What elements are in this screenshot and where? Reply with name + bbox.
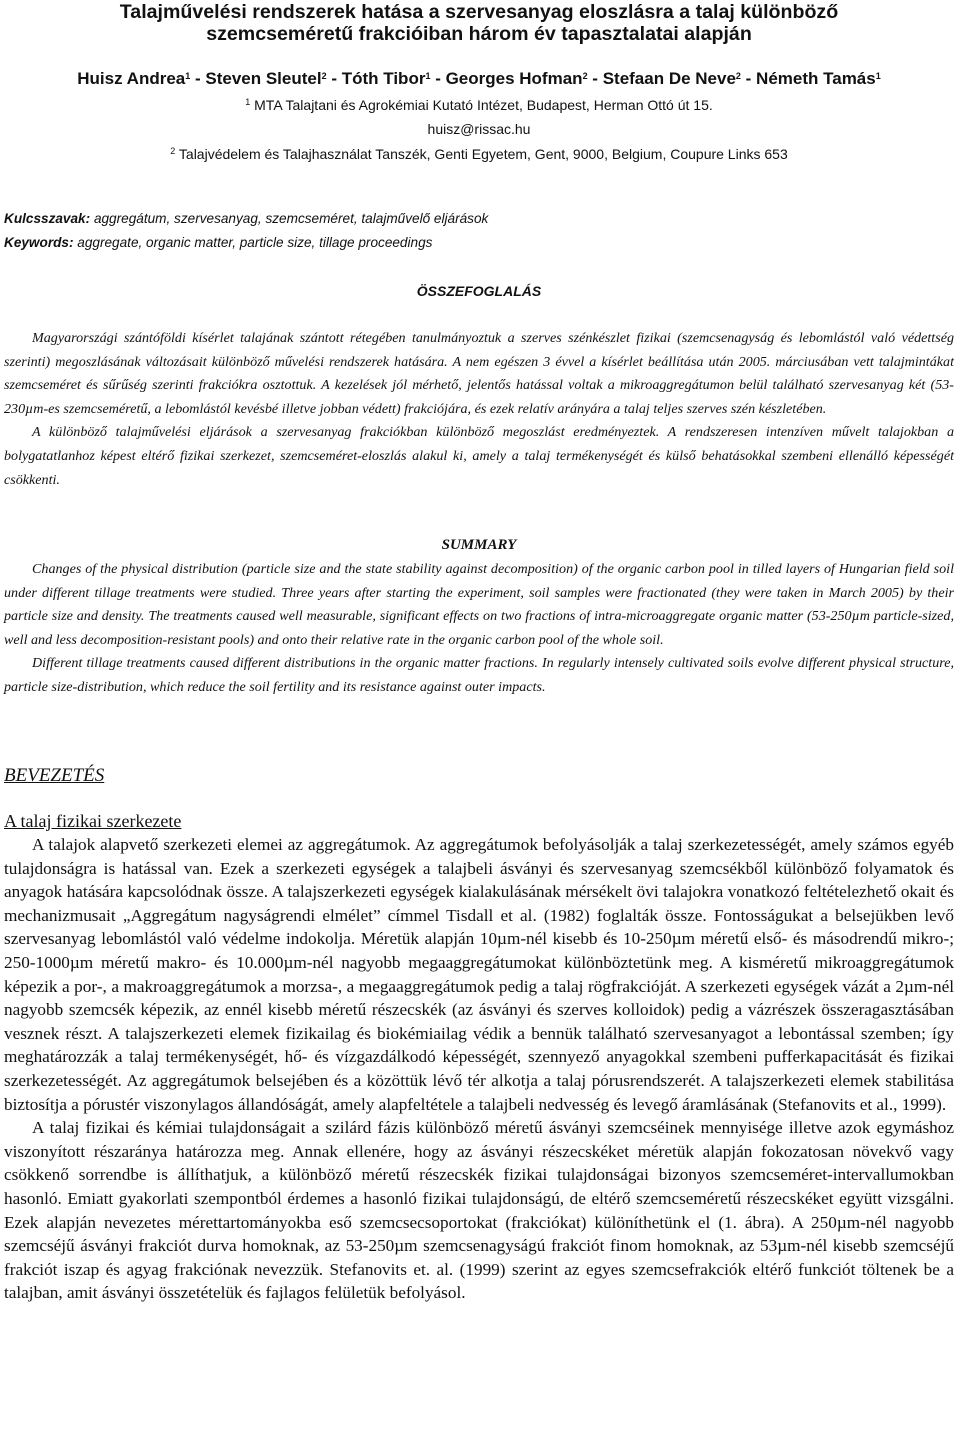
summary-paragraph: Changes of the physical distribution (particle size and the state stability against decomposition) of the organic carbon pool in tilled layers of Hungarian field soil under different tillage treatments were studied. Three years after starting the experiment, soil samples were fractionated (they were taken in March 2005) by their particle size and density. The treatments caused well measurable, significant effects on two fractions of intra-microaggregate organic matter (53-250µm particle-sized, well and less decomposition-resistant pools) and onto their relative rate in the organic carbon pool of the whole soil. [4, 561, 954, 648]
paper-title [4, 1, 954, 45]
body-paragraph: A talaj fizikai és kémiai tulajdonságait a szilárd fázis különböző méretű ásványi szemcséinek mennyisége illetve azok egymáshoz viszonyított részaránya határozza meg. Annak ellenére, hogy az ásványi részecskéket méretük alapján fokozatosan növekvő vagy csökkenő sorrendbe is állíthatjuk, a különböző méretű részecskék fizikai tulajdonságai bizonyos szemcseméret-intervallumokban hasonló. Emiatt gyakorlati szempontból érdemes a hasonló fizikai tulajdonságú, de eltérő szemcseméretű részecskéket együtt vizsgálni. Ezek alapján nevezetes mérettartományokba eső szemcsecsoportokat (frakciókat) különíthetünk el (1. ábra). A 250µm-nél nagyobb szemcséjű ásványi frakciót durva homoknak, az 53-250µm szemcsenagyságú frakciót finom homoknak, az 53µm-nél kisebb szemcséjű frakciót iszap és agyag frakciónak nevezzük. Stefanovits et. al. (1999) szerint az egyes szemcsefrakciók eltérő funkciót töltenek be a talajban, amit ásványi összetételük és fajlagos felületük befolyásol. [4, 1118, 954, 1303]
body-paragraph: A talajok alapvető szerkezeti elemei az aggregátumok. Az aggregátumok befolyásolják a talaj szerkezetességét, amely számos egyéb tulajdonságra is hatással van. Ezek a szerkezeti egységek a talajbeli ásványi és szervesanyag szemcsékből különböző folyamatok és anyagok hatására kapcsolódnak össze. A talajszerkezeti egységek kialakulásának mérsékelt övi talajokra vonatkozó feltételezhető okait és mechanizmusait „Aggregátum nagyságrendi elmélet” címmel Tisdall et al. (1982) foglalták össze. Fontosságukat a belsejükben levő szervesanyag lebomlástól való védelme indokolja. Méretük alapján 10µm-nél kisebb és 10-250µm méretű első- és másodrendű mikro-; 250-1000µm méretű makro- és 10.000µm-nél nagyobb megaaggregátumokat különböztetünk meg. A kisméretű mikroaggregátumok képezik a por-, a makroaggregátumok a morzsa-, a megaaggregátumok pedig a talaj rögfrakcióját. A szerkezeti egységek vázát a 2µm-nél nagyobb szemcsék képezik, az ennél kisebb méretű részecskék (az ásványi és szerves kolloidok) pedig a vázrészek összeragasztásában vesznek részt. A talajszerkezeti elemek fizikailag és biokémiailag védik a bennük található szervesanyagot a lebontással szemben; így meghatározzák a talaj termékenységét, hő- és vízgazdálkodó képességét, szennyező anyagokkal szembeni pufferkapacitását és fizikai szerkezetességét. Az aggregátumok belsejében és a közöttük lévő tér alkotja a talaj pórusrendszerét. A talajszerkezeti elemek stabilitása biztosítja a pórustér viszonylagos állandóságát, amely alapfeltétele a talajbeli nedvesség és levegő áramlásának (Stefanovits et al., 1999). [4, 835, 954, 1114]
affiliation-1: $^1$ MTA Talajtani és Agrokémiai Kutató Intézet, Budapest, Herman Ottó út 15. [245, 97, 713, 113]
title-line-2: szemcseméretű frakcióiban három év tapasztalatai alapján [206, 23, 752, 45]
body-text [4, 833, 954, 1305]
author: Tóth Tibor$^1$ [341, 69, 431, 88]
author: Huisz Andrea$^1$ [77, 69, 191, 88]
section-heading-bevezetes: BEVEZETÉS [4, 765, 105, 786]
affiliation-2: $^2$ Talajvédelem és Talajhasználat Tanszék, Genti Egyetem, Gent, 9000, Belgium, Coupure Links 653 [170, 146, 788, 162]
summary-en [4, 558, 954, 700]
author-list: Huisz Andrea$^1$ - Steven Sleutel$^2$ - Tóth Tibor$^1$ - Georges Hofman$^2$ - Stefaan De Neve$^2$ - Németh Tamás$^1$ [77, 69, 881, 88]
author: Németh Tamás$^1$ [756, 69, 881, 88]
subsection-heading: A talaj fizikai szerkezete [4, 811, 182, 831]
keywords-english: Keywords: aggregate, organic matter, particle size, tillage proceedings [4, 235, 433, 250]
summary-heading: SUMMARY [441, 537, 517, 553]
abstract-paragraph: Magyarországi szántóföldi kísérlet talajának szántott rétegében tanulmányoztuk a szerves szénkészlet fizikai (szemcsenagyság és lebomlástól való védettség szerinti) megoszlásának változásait különböző művelési rendszerek hatására. A nem egészen 3 évvel a kísérlet beállítása után 2005. márciusában vett talajmintákat szemcseméret és sűrűség szerinti frakciókra osztottuk. A kezelések jól mérhető, jelentős hatással voltak a mikroaggregátumon belül található szervesanyag két (53-230µm-es szemcseméretű, a lebomlástól kevésbé illetve jobban védett) frakciójára, és ezek relatív arányára a talaj teljes szerves szén készletében. [4, 330, 954, 417]
title-line-1: Talajművelési rendszerek hatása a szervesanyag eloszlásra a talaj különböző [119, 1, 839, 23]
summary-paragraph: Different tillage treatments caused different distributions in the organic matter fractions. In regularly intensely cultivated soils evolve different physical structure, particle size-distribution, which reduce the soil fertility and its resistance against outer impacts. [4, 655, 954, 695]
abstract-heading-hu: ÖSSZEFOGLALÁS [416, 283, 542, 299]
author: Steven Sleutel$^2$ [205, 69, 327, 88]
author: Georges Hofman$^2$ [445, 69, 588, 88]
author: Stefaan De Neve$^2$ [602, 69, 741, 88]
abstract-paragraph: A különböző talajművelési eljárások a szervesanyag frakciókban különböző megoszlást eredményeztek. A rendszeresen intenzíven művelt talajokban a bolygatatlanhoz képest eltérő fizikai szerkezet, szemcseméret-eloszlás alakul ki, amely a talaj termékenységét és külső behatásokkal szembeni ellenálló képességét csökkenti. [4, 424, 954, 488]
keywords-hungarian: Kulcsszavak: aggregátum, szervesanyag, szemcseméret, talajművelő eljárások [4, 211, 489, 226]
author-email[interactable]: huisz@rissac.hu [427, 121, 531, 137]
abstract-hu [4, 327, 954, 492]
